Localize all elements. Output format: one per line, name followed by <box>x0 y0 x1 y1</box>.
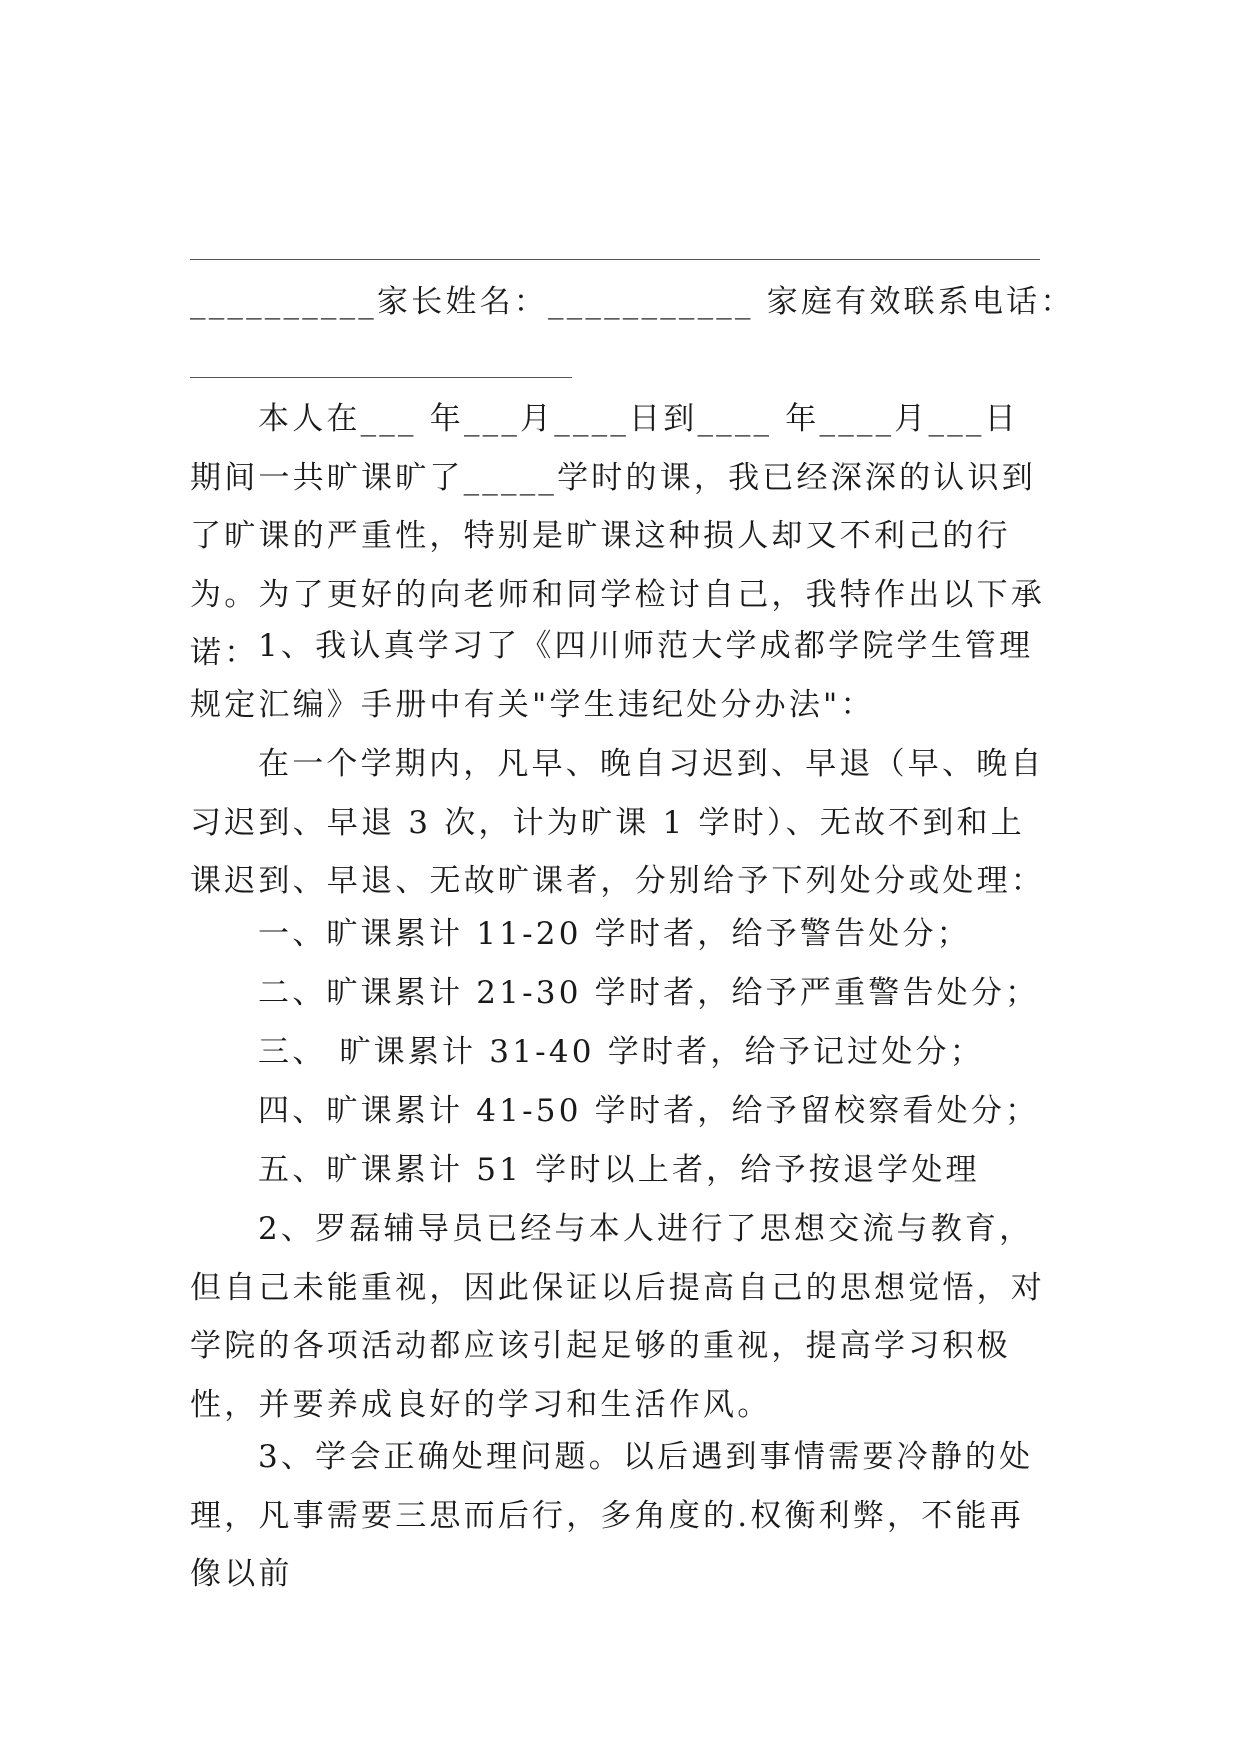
counselor-paragraph: 2、罗磊辅导员已经与本人进行了思想交流与教育，但自己未能重视，因此保证以后提高自己的思想觉悟，对学院的各项活动都应该引起足够的重视，提高学习积极性，并要养成良好的学习和生活作风。 <box>190 1211 1045 1423</box>
rule-study-paragraph: 1、我认真学习了《四川师范大学成都学院学生管理规定汇编》手册中有关"学生违纪处分办法"： <box>190 628 1034 723</box>
penalty-item-1: 一、旷课累计 11-20 学时者，给予警告处分； <box>258 916 971 952</box>
tardiness-rule-paragraph: 在一个学期内，凡早、晚自习迟到、早退（早、晚自习迟到、早退 3 次，计为旷课 1 学时）、无故不到和上课迟到、早退、无故旷课者，分别给予下列处分或处理： <box>190 746 1045 900</box>
parent-info-line: __________家长姓名：___________ 家庭有效联系电话： <box>190 284 1075 320</box>
penalty-item-2: 二、旷课累计 21-30 学时者，给予严重警告处分； <box>258 975 1040 1011</box>
penalty-item-3: 三、 旷课累计 31-40 学时者，给予记过处分； <box>258 1034 984 1070</box>
phone-underline <box>190 377 572 378</box>
penalty-item-4: 四、旷课累计 41-50 学时者，给予留校察看处分； <box>258 1093 1040 1129</box>
penalty-item-5: 五、旷课累计 51 学时以上者，给予按退学处理 <box>258 1152 980 1188</box>
signature-underline <box>190 259 1040 260</box>
problem-handling-paragraph: 3、学会正确处理问题。以后遇到事情需要冷静的处理，凡事需要三思而后行，多角度的.权衡利弊，不能再像以前 <box>190 1439 1034 1593</box>
pledge-intro-paragraph: 本人在___ 年___月____日到____ 年____月___日期间一共旷课旷了_____学时的课，我已经深深的认识到了旷课的严重性，特别是旷课这种损人却又不利己的行为。为了更好的向老师和同学检讨自己，我特作出以下承诺： <box>190 401 1045 672</box>
